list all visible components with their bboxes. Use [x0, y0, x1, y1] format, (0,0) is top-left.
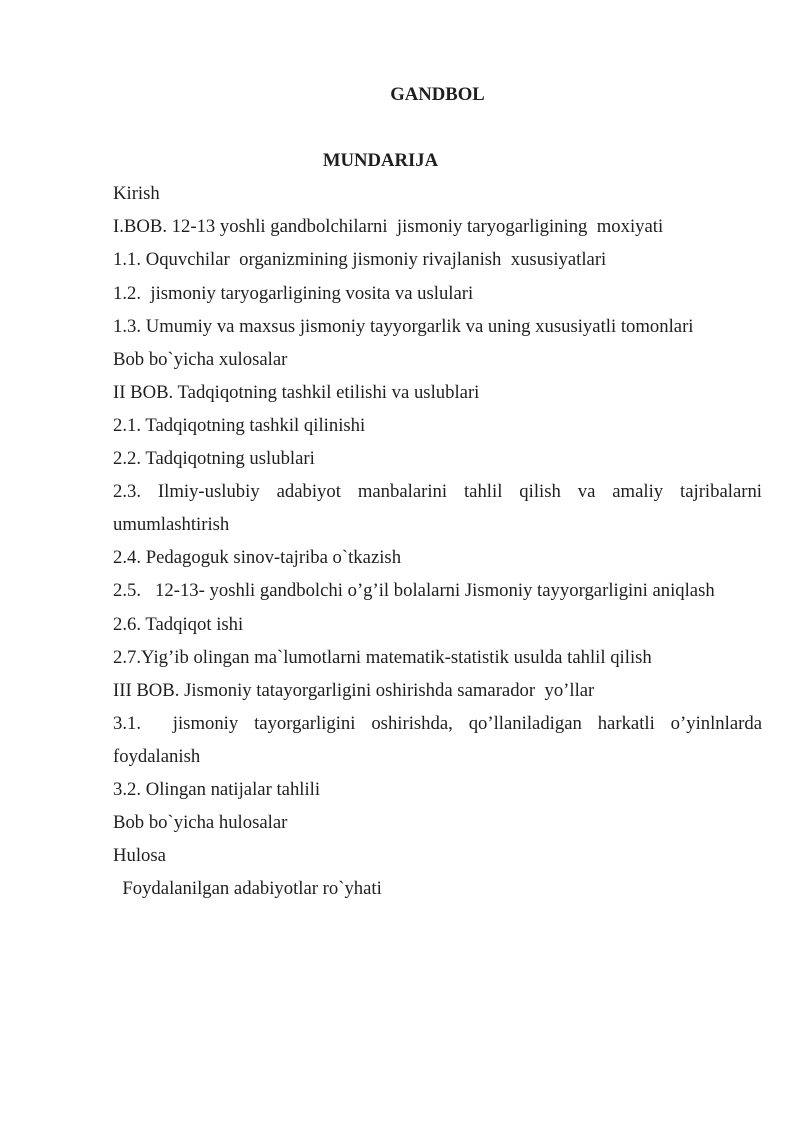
toc-item-2-6: 2.6. Tadqiqot ishi: [113, 613, 244, 635]
toc-item-chapter-1-summary: Bob bo`yicha xulosalar: [113, 348, 288, 370]
toc-item-2-3: 2.3. Ilmiy-uslubiy adabiyot manbalarini tahlil qilish va amaliy tajribalarni umumlashtirish: [113, 481, 762, 536]
toc-item-conclusion: Hulosa: [113, 845, 166, 867]
blank-line: [113, 111, 762, 144]
page-content: [113, 78, 762, 905]
toc-item-1-3: 1.3. Umumiy va maxsus jismoniy tayyorgarlik va uning xususiyatli tomonlari: [113, 315, 694, 337]
toc-item-chapter-3-heading: III BOB. Jismoniy tatayorgarligini oshirishda samarador yo’llar: [113, 679, 595, 701]
toc-item-2-1: 2.1. Tadqiqotning tashkil qilinishi: [113, 414, 366, 436]
contents-heading: MUNDARIJA: [322, 150, 439, 172]
toc-item-2-2: 2.2. Tadqiqotning uslublari: [113, 448, 315, 470]
toc-item-kirish: Kirish: [113, 183, 160, 205]
toc-item-chapter-2-heading: II BOB. Tadqiqotning tashkil etilishi va uslublari: [113, 381, 480, 403]
toc-item-2-5: 2.5. 12-13- yoshli gandbolchi o’g’il bolalarni Jismoniy tayyorgarligini aniqlash: [113, 580, 715, 602]
document-title: GANDBOL: [390, 84, 485, 105]
toc-item-2-7: 2.7.Yig’ib olingan ma`lumotlarni matematik-statistik usulda tahlil qilish: [113, 646, 652, 668]
toc-item-3-2: 3.2. Olingan natijalar tahlili: [113, 778, 321, 800]
toc-item-chapter-1-heading: I.BOB. 12-13 yoshli gandbolchilarni jismoniy taryogarligining moxiyati: [113, 216, 664, 238]
toc-item-chapter-3-summary: Bob bo`yicha hulosalar: [113, 812, 288, 834]
toc-item-1-1: 1.1. Oquvchilar organizmining jismoniy rivajlanish xususiyatlari: [113, 249, 607, 271]
toc-item-3-1: 3.1. jismoniy tayorgarligini oshirishda, qo’llaniladigan harkatli o’yinlnlarda foydalanish: [113, 712, 762, 767]
toc-item-2-4: 2.4. Pedagoguk sinov-tajriba o`tkazish: [113, 547, 402, 569]
toc-item-references: Foydalanilgan adabiyotlar ro`yhati: [113, 878, 382, 900]
toc-item-1-2: 1.2. jismoniy taryogarligining vosita va uslulari: [113, 282, 474, 304]
